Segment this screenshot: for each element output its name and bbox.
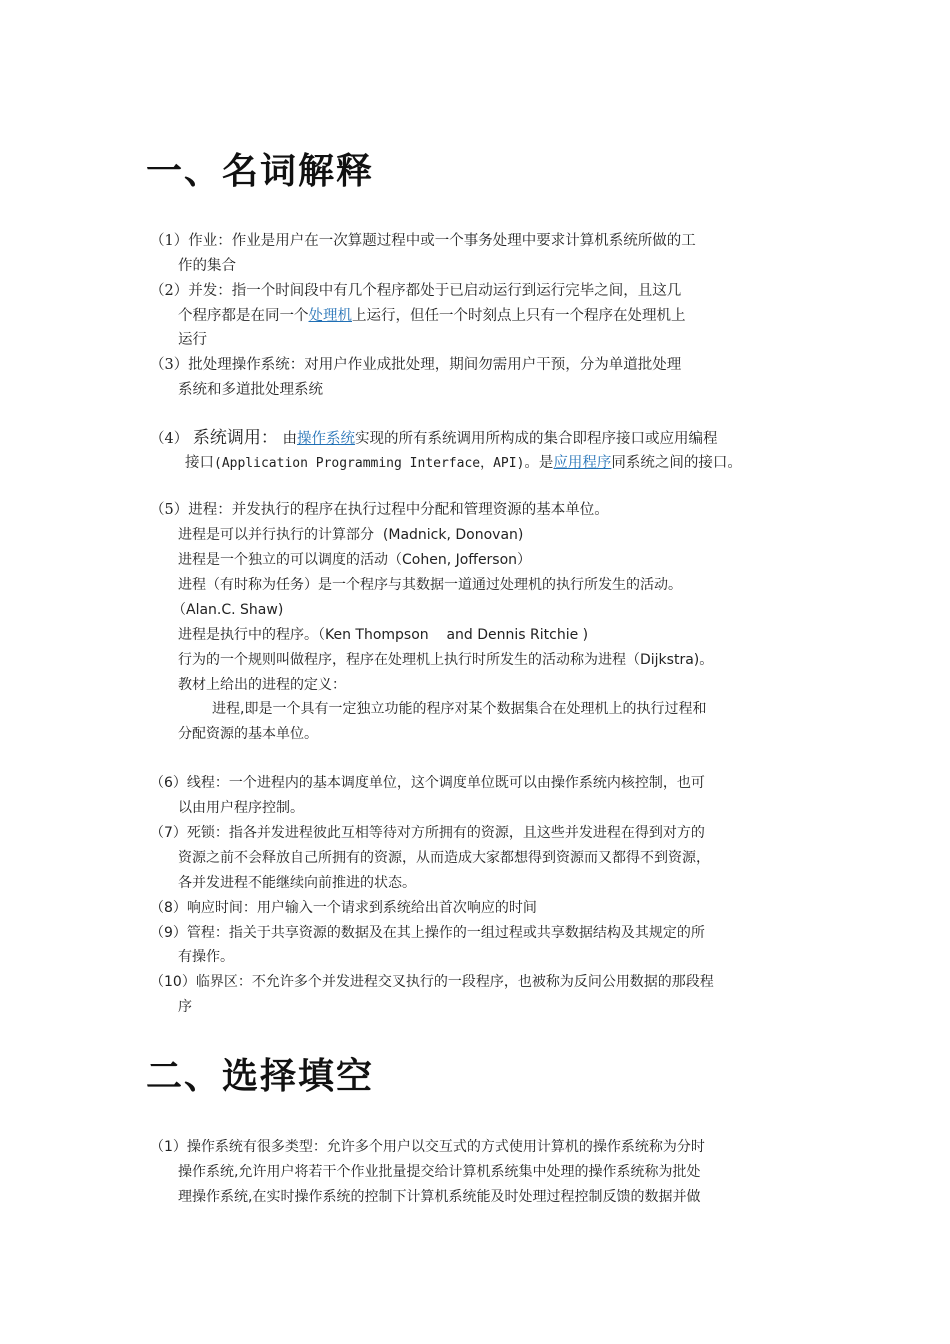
item-8-line-1: （8）响应时间：用户输入一个请求到系统给出首次响应的时间 [150, 900, 537, 916]
item-7-line-1: （7）死锁：指各并发进程彼此互相等待对方所拥有的资源，且这些并发进程在得到对方的 [150, 825, 705, 841]
item-4-line-2 [185, 453, 742, 474]
section-heading-fill-in: 二、选择填空 [146, 1056, 375, 1097]
item-1-line-1: （1）作业：作业是用户在一次算题过程中或一个事务处理中要求计算机系统所做的工 [150, 233, 696, 249]
item-5-line-7: 行为的一个规则叫做程序，程序在处理机上执行时所发生的活动称为进程（Dijkstra)。 [178, 652, 714, 668]
text-run: 由 [277, 431, 297, 447]
s2-item-1-line-3: 理操作系统,在实时操作系统的控制下计算机系统能及时处理过程控制反馈的数据并做 [178, 1189, 701, 1205]
item-number: （4） [150, 431, 193, 447]
item-5-line-4: 进程（有时称为任务）是一个程序与其数据一道通过处理机的执行所发生的活动。 [178, 577, 682, 593]
text-run: 同系统之间的接口。 [611, 455, 742, 471]
item-9-line-1: （9）管程：指关于共享资源的数据及在其上操作的一组过程或共享数据结构及其规定的所 [150, 925, 705, 941]
item-5-line-8: 教材上给出的进程的定义： [178, 677, 346, 693]
item-2-line-1: （2）并发：指一个时间段中有几个程序都处于已启动运行到运行完毕之间，且这几 [150, 283, 682, 299]
item-7-line-3: 各并发进程不能继续向前推进的状态。 [178, 875, 416, 891]
item-6-line-2: 以由用户程序控制。 [178, 800, 304, 816]
text-run: 接口 [185, 455, 214, 471]
item-9-line-2: 有操作。 [178, 949, 234, 965]
item-3-line-1: （3）批处理操作系统：对用户作业成批处理，期间勿需用户干预，分为单道批处理 [150, 357, 682, 373]
text-run: 。是 [524, 455, 554, 471]
item-3-line-2: 系统和多道批处理系统 [178, 382, 323, 398]
item-10-line-1: （10）临界区：不允许多个并发进程交叉执行的一段程序，也被称为反问公用数据的那段程 [150, 974, 714, 990]
s2-item-1-line-1: （1）操作系统有很多类型：允许多个用户以交互式的方式使用计算机的操作系统称为分时 [150, 1139, 705, 1155]
item-6-line-1: （6）线程：一个进程内的基本调度单位，这个调度单位既可以由操作系统内核控制，也可 [150, 775, 705, 791]
item-5-line-3: 进程是一个独立的可以调度的活动（Cohen, Jofferson） [178, 552, 532, 568]
link-processor[interactable]: 处理机 [308, 308, 352, 324]
section-heading-terms: 一、名词解释 [146, 151, 375, 192]
item-5-line-5: （Alan.C. Shaw) [172, 602, 284, 618]
item-2-line-3: 运行 [178, 332, 207, 348]
item-5-line-6: 进程是执行中的程序。（Ken Thompson and Dennis Ritchie ) [178, 627, 589, 643]
item-7-line-2: 资源之前不会释放自己所拥有的资源，从而造成大家都想得到资源而又都得不到资源， [178, 850, 710, 866]
link-application[interactable]: 应用程序 [553, 455, 612, 471]
api-text: (Application Programming Interface，API) [214, 456, 525, 471]
text-run: 个程序都是在同一个 [178, 308, 309, 324]
item-10-line-2: 序 [178, 999, 192, 1015]
item-4-line-1 [150, 428, 717, 449]
text-run: 上运行，但任一个时刻点上只有一个程序在处理机上 [352, 308, 686, 324]
term-label: 系统调用： [192, 428, 278, 448]
item-5-line-10: 分配资源的基本单位。 [178, 726, 318, 742]
item-2-line-2 [178, 306, 686, 326]
item-5-line-9: 进程,即是一个具有一定独立功能的程序对某个数据集合在处理机上的执行过程和 [212, 701, 707, 717]
s2-item-1-line-2: 操作系统,允许用户将若干个作业批量提交给计算机系统集中处理的操作系统称为批处 [178, 1164, 701, 1180]
item-5-line-1: （5）进程：并发执行的程序在执行过程中分配和管理资源的基本单位。 [150, 502, 609, 518]
item-5-line-2: 进程是可以并行执行的计算部分 (Madnick, Donovan) [178, 527, 524, 543]
text-run: 实现的所有系统调用所构成的集合即程序接口或应用编程 [354, 431, 718, 447]
item-1-line-2: 作的集合 [178, 258, 236, 274]
link-operating-system[interactable]: 操作系统 [296, 431, 355, 447]
